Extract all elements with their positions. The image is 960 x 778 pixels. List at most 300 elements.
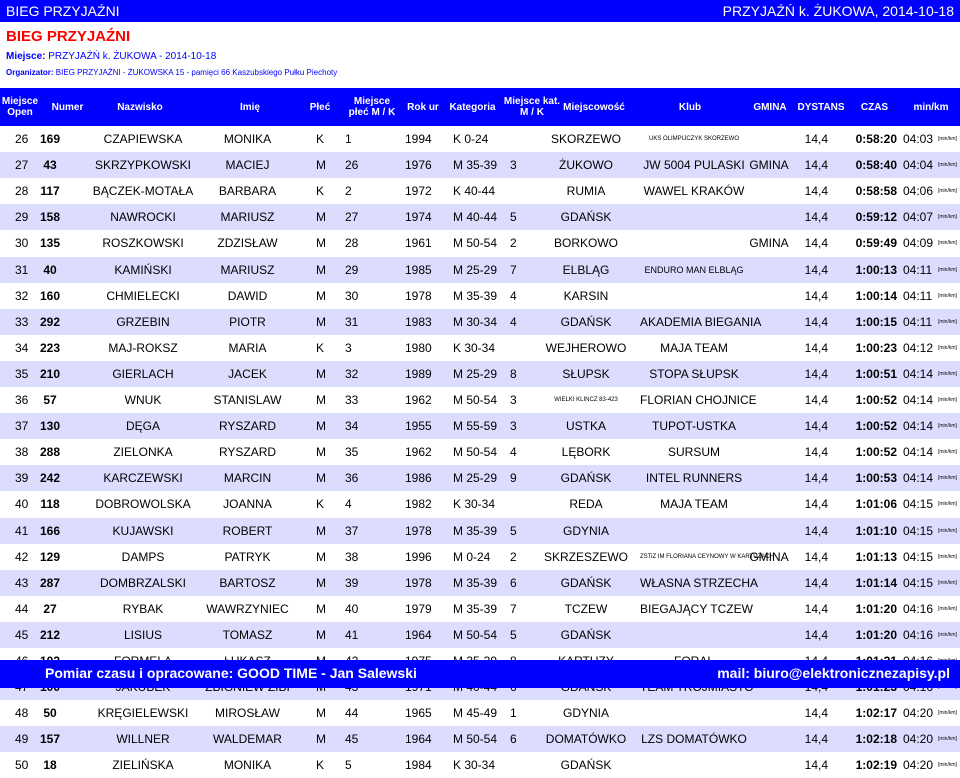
cell-year: 1984 <box>405 758 432 772</box>
cell-club: UKS OLIMPIJCZYK SKORZEWO <box>648 136 739 142</box>
cell-club: WAWEL KRAKÓW <box>643 184 745 198</box>
cell-sex: M <box>316 419 326 433</box>
cell-num: 287 <box>39 576 61 590</box>
cell-place-sex: 27 <box>345 210 359 224</box>
cell-club: SURSUM <box>667 445 720 459</box>
cell-place-cat: 5 <box>510 524 517 538</box>
organizer-line <box>6 68 337 77</box>
cell-num: 288 <box>39 445 61 459</box>
table-row <box>0 491 960 517</box>
cell-name: TOMASZ <box>222 628 273 642</box>
cell-sex: M <box>316 445 326 459</box>
table-row <box>0 178 960 204</box>
cell-year: 1972 <box>405 184 432 198</box>
cell-num: 210 <box>39 367 61 381</box>
cell-gmina: GMINA <box>749 236 789 250</box>
cell-time: 1:01:13 <box>855 550 897 564</box>
cell-year: 1962 <box>405 393 432 407</box>
cell-pace-unit: [min/km] <box>938 293 957 299</box>
cell-open: 29 <box>15 210 29 224</box>
cell-city: GDAŃSK <box>560 315 612 329</box>
cell-num: 242 <box>39 471 61 485</box>
cell-num: 212 <box>39 628 61 642</box>
cell-sex: M <box>316 158 326 172</box>
cell-year: 1980 <box>405 341 432 355</box>
cell-open: 44 <box>15 602 29 616</box>
cell-surname: DOMBRZALSKI <box>99 576 186 590</box>
cell-place-cat: 7 <box>510 263 517 277</box>
cell-surname: WILLNER <box>116 732 170 746</box>
cell-name: JOANNA <box>223 497 272 511</box>
cell-sex: M <box>316 367 326 381</box>
cell-pace: 04:06 <box>903 184 934 198</box>
cell-place-sex: 36 <box>345 471 359 485</box>
cell-time: 0:58:58 <box>855 184 897 198</box>
table-row <box>0 700 960 726</box>
cell-city: GDAŃSK <box>560 758 612 772</box>
cell-name: MACIEJ <box>225 158 270 172</box>
cell-num: 18 <box>43 758 57 772</box>
cell-open: 32 <box>15 289 29 303</box>
table-row <box>0 387 960 413</box>
cell-num: 157 <box>39 732 61 746</box>
cell-open: 33 <box>15 315 29 329</box>
cell-place-sex: 31 <box>345 315 359 329</box>
table-row <box>0 570 960 596</box>
cell-name: BARTOSZ <box>219 576 276 590</box>
cell-time: 1:01:20 <box>855 628 897 642</box>
cell-pace-unit: [min/km] <box>938 475 957 481</box>
cell-sex: K <box>316 184 325 198</box>
cell-club: MAJA TEAM <box>660 341 728 355</box>
cell-surname: MAJ-ROKSZ <box>108 341 178 355</box>
cell-pace: 04:04 <box>903 158 934 172</box>
cell-place-sex: 2 <box>345 184 352 198</box>
cell-time: 1:00:53 <box>855 471 897 485</box>
cell-surname: BĄCZEK-MOTAŁA <box>92 184 194 198</box>
cell-surname: DOBROWOLSKA <box>95 497 191 511</box>
cell-year: 1989 <box>405 367 432 381</box>
cell-year: 1978 <box>405 576 432 590</box>
cell-gmina <box>748 700 790 726</box>
cell-cat: M 35-39 <box>453 602 498 616</box>
cell-club: FLORIAN CHOJNICE <box>640 393 757 407</box>
cell-surname: ZIELIŃSKA <box>112 758 174 772</box>
cell-open: 43 <box>15 576 29 590</box>
cell-time: 1:01:10 <box>855 524 897 538</box>
cell-place-cat <box>510 178 528 204</box>
cell-time: 1:02:18 <box>855 732 897 746</box>
cell-year: 1976 <box>405 158 432 172</box>
col-header-distance: DYSTANS <box>797 101 845 113</box>
cell-city: TCZEW <box>564 602 608 616</box>
cell-year: 1985 <box>405 263 432 277</box>
cell-place-sex: 26 <box>345 158 359 172</box>
cell-city: GDAŃSK <box>560 471 612 485</box>
cell-sex: K <box>316 758 325 772</box>
cell-place-cat <box>510 126 528 152</box>
cell-open: 41 <box>15 524 29 538</box>
cell-time: 0:58:20 <box>855 132 897 146</box>
cell-year: 1979 <box>405 602 432 616</box>
cell-time: 1:00:15 <box>855 315 897 329</box>
cell-gmina <box>748 178 790 204</box>
cell-place-sex: 5 <box>345 758 352 772</box>
cell-city: ELBLĄG <box>562 263 610 277</box>
cell-name: ROBERT <box>222 524 273 538</box>
cell-sex: M <box>316 263 326 277</box>
cell-name: RYSZARD <box>218 445 277 459</box>
cell-time: 1:01:06 <box>855 497 897 511</box>
cell-open: 27 <box>15 158 29 172</box>
cell-gmina: GMINA <box>749 158 789 172</box>
cell-num: 223 <box>39 341 61 355</box>
cell-surname: CZAPIEWSKA <box>103 132 183 146</box>
cell-name: MONIKA <box>223 132 272 146</box>
cell-place-sex: 33 <box>345 393 359 407</box>
cell-name: DAWID <box>227 289 268 303</box>
cell-cat: K 40-44 <box>453 184 496 198</box>
cell-place-cat <box>510 335 528 361</box>
cell-cat: M 25-29 <box>453 367 498 381</box>
table-row <box>0 596 960 622</box>
cell-dist: 14,4 <box>804 550 828 564</box>
cell-year: 1961 <box>405 236 432 250</box>
place-label: Miejsce: <box>6 51 46 62</box>
cell-place-cat <box>510 752 528 778</box>
cell-place-cat: 4 <box>510 289 517 303</box>
cell-open: 42 <box>15 550 29 564</box>
cell-city: RUMIA <box>566 184 606 198</box>
cell-pace-unit: [min/km] <box>938 423 957 429</box>
cell-surname: DĘGA <box>125 419 160 433</box>
table-row <box>0 309 960 335</box>
cell-num: 27 <box>43 602 57 616</box>
cell-pace: 04:16 <box>903 602 934 616</box>
cell-dist: 14,4 <box>804 758 828 772</box>
cell-gmina <box>748 491 790 517</box>
table-row <box>0 413 960 439</box>
cell-dist: 14,4 <box>804 497 828 511</box>
cell-sex: M <box>316 576 326 590</box>
cell-place-cat: 6 <box>510 732 517 746</box>
cell-num: 117 <box>40 184 60 198</box>
table-row <box>0 518 960 544</box>
cell-city: BORKOWO <box>553 236 618 250</box>
cell-pace-unit: [min/km] <box>938 632 957 638</box>
cell-gmina <box>748 283 790 309</box>
cell-open: 30 <box>15 236 29 250</box>
cell-dist: 14,4 <box>804 393 828 407</box>
footer-credit: Pomiar czasu i opracowane: GOOD TIME - Jan Salewski <box>45 665 417 681</box>
col-header-number: Numer <box>51 101 84 113</box>
cell-club <box>640 752 748 778</box>
cell-pace: 04:14 <box>903 393 934 407</box>
cell-city: KARSIN <box>563 289 609 303</box>
cell-pace: 04:11 <box>903 315 933 329</box>
cell-time: 1:01:20 <box>855 602 897 616</box>
cell-city: REDA <box>569 497 603 511</box>
cell-city: SKORZEWO <box>550 132 621 146</box>
cell-pace-unit: [min/km] <box>938 528 957 534</box>
cell-city: WIELKI KLINCZ 83-423 <box>554 397 618 403</box>
cell-pace: 04:14 <box>903 419 934 433</box>
cell-sex: M <box>316 315 326 329</box>
cell-pace: 04:14 <box>903 471 934 485</box>
cell-pace-unit: [min/km] <box>938 736 957 742</box>
col-header-name: Imię <box>239 101 260 113</box>
cell-place-cat: 8 <box>510 367 517 381</box>
cell-cat: M 35-39 <box>453 524 498 538</box>
cell-sex: M <box>316 393 326 407</box>
cell-gmina <box>748 726 790 752</box>
col-header-sex: Płeć <box>309 101 331 113</box>
cell-name: RYSZARD <box>218 419 277 433</box>
cell-cat: M 35-39 <box>453 158 498 172</box>
organizer-value: BIEG PRZYJAŹNI - ŻUKOWSKA 15 - pamięci 66 Kaszubskiego Pułku Piechoty <box>55 68 338 77</box>
cell-dist: 14,4 <box>804 236 828 250</box>
cell-num: 130 <box>39 419 61 433</box>
cell-city: GDYNIA <box>562 706 609 720</box>
table-row <box>0 465 960 491</box>
cell-place-sex: 37 <box>345 524 359 538</box>
cell-name: MONIKA <box>223 758 272 772</box>
cell-place-sex: 3 <box>345 341 352 355</box>
cell-pace: 04:14 <box>903 445 934 459</box>
cell-gmina <box>748 204 790 230</box>
cell-cat: M 0-24 <box>453 550 491 564</box>
cell-open: 49 <box>15 732 29 746</box>
cell-sex: M <box>316 210 326 224</box>
cell-club: ENDURO MAN ELBLĄG <box>644 265 744 275</box>
cell-cat: M 50-54 <box>453 732 498 746</box>
cell-club <box>640 230 748 256</box>
table-row <box>0 726 960 752</box>
col-header-open: Miejsce Open <box>1 96 39 118</box>
cell-name: MARCIN <box>223 471 272 485</box>
cell-dist: 14,4 <box>804 289 828 303</box>
cell-dist: 14,4 <box>804 341 828 355</box>
col-header-place-sex: Miejsce płeć M / K <box>348 96 396 118</box>
cell-place-sex: 34 <box>345 419 359 433</box>
cell-surname: GIERLACH <box>112 367 174 381</box>
cell-name: WALDEMAR <box>213 732 282 746</box>
cell-city: GDYNIA <box>562 524 609 538</box>
cell-place-sex: 45 <box>345 732 359 746</box>
cell-num: 50 <box>43 706 57 720</box>
cell-place-sex: 29 <box>345 263 359 277</box>
cell-gmina <box>748 570 790 596</box>
cell-time: 1:01:14 <box>855 576 897 590</box>
cell-cat: M 40-44 <box>453 210 498 224</box>
table-row <box>0 361 960 387</box>
cell-pace: 04:15 <box>903 576 934 590</box>
cell-place-sex: 30 <box>345 289 359 303</box>
col-header-time: CZAS <box>860 101 889 113</box>
table-row <box>0 230 960 256</box>
cell-dist: 14,4 <box>804 628 828 642</box>
cell-time: 0:58:40 <box>855 158 897 172</box>
cell-surname: GRZEBIN <box>116 315 170 329</box>
cell-num: 43 <box>43 158 57 172</box>
cell-dist: 14,4 <box>804 445 828 459</box>
cell-pace-unit: [min/km] <box>938 449 957 455</box>
cell-num: 166 <box>39 524 61 538</box>
cell-cat: K 30-34 <box>453 758 496 772</box>
col-header-category: Kategoria <box>449 101 496 113</box>
cell-place-sex: 1 <box>345 132 352 146</box>
cell-surname: DAMPS <box>121 550 165 564</box>
cell-pace: 04:11 <box>903 289 933 303</box>
cell-num: 169 <box>39 132 61 146</box>
table-row <box>0 204 960 230</box>
cell-club <box>640 283 748 309</box>
cell-club: INTEL RUNNERS <box>645 471 743 485</box>
cell-year: 1962 <box>405 445 432 459</box>
cell-num: 129 <box>39 550 61 564</box>
cell-pace: 04:07 <box>903 210 934 224</box>
footer <box>0 660 960 688</box>
cell-name: BARBARA <box>218 184 277 198</box>
cell-pace: 04:15 <box>903 524 934 538</box>
col-header-place-cat: Miejsce kat. M / K <box>503 96 561 118</box>
cell-city: ŻUKOWO <box>559 158 613 172</box>
cell-city: LĘBORK <box>561 445 611 459</box>
col-header-pace: min/km <box>913 101 949 113</box>
cell-place-cat <box>510 491 528 517</box>
cell-place-cat: 9 <box>510 471 517 485</box>
cell-name: JACEK <box>228 367 267 381</box>
cell-cat: M 50-54 <box>453 393 498 407</box>
cell-time: 0:59:49 <box>855 236 897 250</box>
cell-cat: M 50-54 <box>453 628 498 642</box>
cell-pace-unit: [min/km] <box>938 501 957 507</box>
cell-year: 1994 <box>405 132 432 146</box>
col-header-year: Rok ur <box>407 101 439 113</box>
cell-dist: 14,4 <box>804 367 828 381</box>
table-row <box>0 257 960 283</box>
cell-time: 1:00:52 <box>855 393 897 407</box>
cell-sex: M <box>316 524 326 538</box>
cell-club: WŁASNA STRZECHA <box>640 576 759 590</box>
cell-surname: SKRZYPKOWSKI <box>94 158 192 172</box>
cell-pace: 04:09 <box>903 236 934 250</box>
cell-open: 34 <box>15 341 29 355</box>
cell-gmina <box>748 309 790 335</box>
cell-city: USTKA <box>565 419 606 433</box>
cell-cat: M 35-39 <box>453 576 498 590</box>
cell-dist: 14,4 <box>804 471 828 485</box>
cell-name: WAWRZYNIEC <box>206 602 289 616</box>
cell-time: 1:00:13 <box>855 263 897 277</box>
cell-gmina: GMINA <box>749 550 789 564</box>
cell-club: MAJA TEAM <box>660 497 728 511</box>
cell-time: 0:59:12 <box>855 210 897 224</box>
cell-open: 28 <box>15 184 29 198</box>
cell-dist: 14,4 <box>804 706 828 720</box>
cell-surname: RYBAK <box>122 602 164 616</box>
cell-club: LZS DOMATÓWKO <box>641 732 747 746</box>
cell-gmina <box>748 361 790 387</box>
cell-dist: 14,4 <box>804 184 828 198</box>
cell-surname: ZIELONKA <box>113 445 173 459</box>
cell-sex: M <box>316 289 326 303</box>
cell-surname: KUJAWSKI <box>112 524 174 538</box>
cell-place-cat: 4 <box>510 315 517 329</box>
cell-year: 1964 <box>405 732 432 746</box>
cell-year: 1982 <box>405 497 432 511</box>
page-title: BIEG PRZYJAŹNI <box>6 28 131 45</box>
cell-name: PATRYK <box>224 550 271 564</box>
col-header-gmina: GMINA <box>753 101 787 113</box>
cell-gmina <box>748 596 790 622</box>
cell-pace-unit: [min/km] <box>938 554 957 560</box>
cell-dist: 14,4 <box>804 732 828 746</box>
table-row <box>0 622 960 648</box>
cell-sex: K <box>316 132 325 146</box>
cell-open: 50 <box>15 758 29 772</box>
cell-place-cat: 1 <box>510 706 517 720</box>
cell-place-cat: 3 <box>510 419 517 433</box>
cell-name: MIROSŁAW <box>215 706 280 720</box>
cell-sex: K <box>316 341 325 355</box>
cell-sex: M <box>316 732 326 746</box>
cell-pace-unit: [min/km] <box>938 580 957 586</box>
cell-gmina <box>748 387 790 413</box>
table-row <box>0 752 960 778</box>
cell-place-cat: 2 <box>510 236 517 250</box>
cell-time: 1:00:52 <box>855 445 897 459</box>
cell-open: 36 <box>15 393 29 407</box>
place-value: PRZYJAŹŃ k. ŻUKOWA - 2014-10-18 <box>48 51 217 62</box>
col-header-club: Klub <box>678 101 702 113</box>
cell-pace: 04:14 <box>903 367 934 381</box>
cell-pace-unit: [min/km] <box>938 397 957 403</box>
cell-gmina <box>748 465 790 491</box>
cell-place-sex: 35 <box>345 445 359 459</box>
cell-gmina <box>748 518 790 544</box>
cell-pace-unit: [min/km] <box>938 188 957 194</box>
cell-dist: 14,4 <box>804 132 828 146</box>
banner-right-title: PRZYJAŹŃ k. ŻUKOWA, 2014-10-18 <box>722 3 954 19</box>
cell-pace-unit: [min/km] <box>938 710 957 716</box>
cell-sex: K <box>316 497 325 511</box>
cell-year: 1978 <box>405 524 432 538</box>
cell-place-sex: 40 <box>345 602 359 616</box>
cell-pace: 04:15 <box>903 497 934 511</box>
cell-gmina <box>748 439 790 465</box>
cell-sex: M <box>316 550 326 564</box>
cell-club: STOPA SŁUPSK <box>649 367 739 381</box>
organizer-label: Organizator: <box>6 68 54 77</box>
cell-city: GDAŃSK <box>560 210 612 224</box>
cell-gmina <box>748 335 790 361</box>
cell-place-sex: 28 <box>345 236 359 250</box>
table-row <box>0 126 960 152</box>
col-header-city: Miejscowość <box>563 101 625 113</box>
cell-place-sex: 44 <box>345 706 359 720</box>
place-line <box>6 51 216 62</box>
cell-year: 1983 <box>405 315 432 329</box>
col-header-surname: Nazwisko <box>117 101 163 113</box>
cell-cat: M 50-54 <box>453 445 498 459</box>
cell-pace: 04:20 <box>903 706 934 720</box>
cell-dist: 14,4 <box>804 263 828 277</box>
table-header <box>0 88 960 126</box>
cell-time: 1:00:52 <box>855 419 897 433</box>
cell-place-cat: 5 <box>510 210 517 224</box>
cell-cat: M 55-59 <box>453 419 498 433</box>
